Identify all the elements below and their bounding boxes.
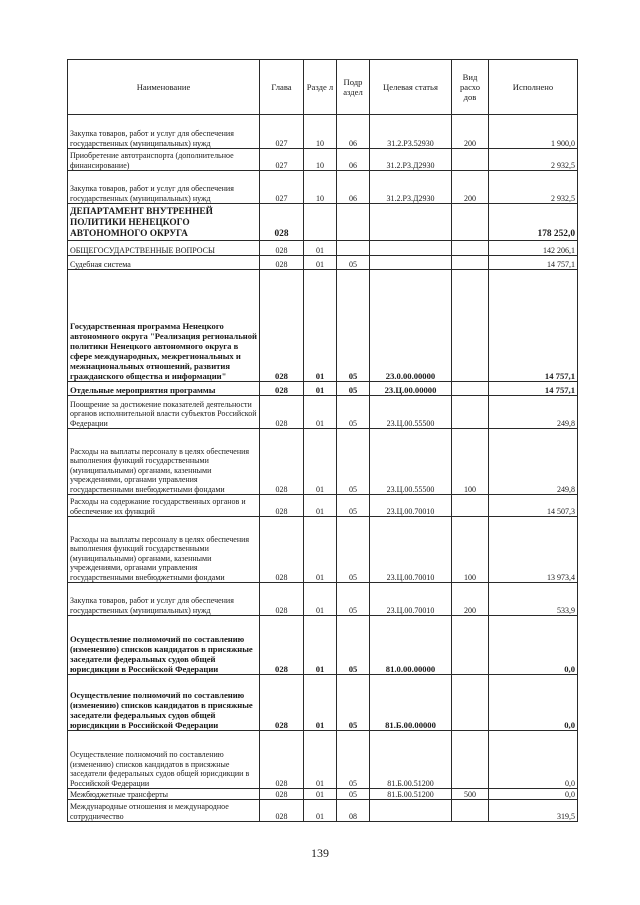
cell-expense-type: 100 [452,429,489,495]
cell-target: 23.Ц.00.00000 [370,382,452,396]
cell-section: 10 [304,149,337,171]
cell-executed: 533,9 [489,583,578,616]
cell-target [370,241,452,256]
table-row [68,270,578,382]
cell-name: Закупка товаров, работ и услуг для обеспечения государственных (муниципальных) нужд [68,115,260,149]
table-body [68,115,578,822]
cell-name: Приобретение автотранспорта (дополнительное финансирование) [68,149,260,171]
cell-name: Расходы на выплаты персоналу в целях обеспечения выполнения функций государственными (муниципальными) органами, казенными учреждениями, органами управления государственными внебюджетными фондами [68,429,260,495]
table-row [68,789,578,800]
table-row [68,256,578,270]
table-row [68,382,578,396]
cell-section: 01 [304,616,337,675]
table-row [68,115,578,149]
cell-expense-type [452,731,489,789]
cell-expense-type [452,204,489,241]
cell-section: 01 [304,675,337,731]
cell-executed: 0,0 [489,616,578,675]
cell-executed: 14 757,1 [489,256,578,270]
cell-subsection: 05 [337,583,370,616]
cell-subsection: 06 [337,171,370,204]
cell-name: Осуществление полномочий по составлению (изменению) списков кандидатов в присяжные заседатели федеральных судов общей юрисдикции в Российской Федерации [68,616,260,675]
cell-expense-type: 200 [452,115,489,149]
cell-section [304,204,337,241]
table-row [68,517,578,583]
cell-chapter: 028 [260,517,304,583]
cell-chapter: 028 [260,616,304,675]
cell-section: 01 [304,583,337,616]
header-expense-type: Вид расхо дов [452,60,489,115]
cell-name: Отдельные мероприятия программы [68,382,260,396]
cell-section: 01 [304,517,337,583]
cell-executed: 14 757,1 [489,382,578,396]
cell-executed: 1 900,0 [489,115,578,149]
table-row [68,429,578,495]
cell-section: 10 [304,171,337,204]
cell-subsection [337,204,370,241]
cell-target: 23.Ц.00.55500 [370,396,452,429]
cell-target: 23.Ц.00.70010 [370,583,452,616]
header-subsection: Подр аздел [337,60,370,115]
cell-target: 31.2.Р3.Д2930 [370,171,452,204]
page-number: 139 [311,846,329,860]
cell-executed: 14 507,3 [489,495,578,517]
cell-expense-type [452,149,489,171]
table-row [68,800,578,822]
header-target: Целевая статья [370,60,452,115]
cell-subsection: 08 [337,800,370,822]
table-row [68,583,578,616]
cell-executed: 0,0 [489,675,578,731]
cell-section: 01 [304,241,337,256]
cell-subsection: 05 [337,396,370,429]
cell-expense-type: 200 [452,583,489,616]
cell-expense-type [452,616,489,675]
cell-section: 01 [304,789,337,800]
cell-subsection: 05 [337,495,370,517]
cell-executed: 142 206,1 [489,241,578,256]
header-section: Разде л [304,60,337,115]
cell-expense-type [452,241,489,256]
cell-chapter: 028 [260,495,304,517]
cell-subsection: 05 [337,675,370,731]
cell-name: Расходы на содержание государственных органов и обеспечение их функций [68,495,260,517]
header-name: Наименование [68,60,260,115]
table-row [68,241,578,256]
cell-target [370,800,452,822]
cell-subsection: 06 [337,149,370,171]
cell-subsection: 05 [337,382,370,396]
cell-subsection: 05 [337,429,370,495]
cell-executed: 0,0 [489,789,578,800]
cell-subsection: 06 [337,115,370,149]
cell-executed: 249,8 [489,396,578,429]
cell-target: 31.2.Р3.52930 [370,115,452,149]
cell-name: Поощрение за достижение показателей деятельности органов исполнительной власти субъектов Российской Федерации [68,396,260,429]
header-chapter: Глава [260,60,304,115]
cell-section: 01 [304,256,337,270]
cell-chapter: 028 [260,382,304,396]
cell-target: 23.Ц.00.70010 [370,517,452,583]
cell-executed: 0,0 [489,731,578,789]
cell-chapter: 028 [260,204,304,241]
cell-chapter: 028 [260,731,304,789]
cell-subsection: 05 [337,517,370,583]
cell-target: 23.Ц.00.55500 [370,429,452,495]
cell-chapter: 028 [260,396,304,429]
table-row [68,204,578,241]
cell-subsection: 05 [337,616,370,675]
cell-section: 01 [304,731,337,789]
cell-expense-type [452,675,489,731]
cell-subsection [337,241,370,256]
cell-subsection: 05 [337,270,370,382]
cell-chapter: 028 [260,800,304,822]
cell-chapter: 027 [260,171,304,204]
cell-chapter: 028 [260,241,304,256]
cell-executed: 14 757,1 [489,270,578,382]
cell-name: Осуществление полномочий по составлению (изменению) списков кандидатов в присяжные заседатели федеральных судов общей юрисдикции в Российской Федерации [68,731,260,789]
cell-chapter: 028 [260,429,304,495]
cell-executed: 2 932,5 [489,149,578,171]
cell-executed: 249,8 [489,429,578,495]
cell-name: Осуществление полномочий по составлению (изменению) списков кандидатов в присяжные заседатели федеральных судов общей юрисдикции в Российской Федерации [68,675,260,731]
cell-subsection: 05 [337,731,370,789]
cell-section: 01 [304,495,337,517]
budget-table [67,59,578,822]
cell-name: Межбюджетные трансферты [68,789,260,800]
cell-expense-type [452,382,489,396]
cell-expense-type: 200 [452,171,489,204]
cell-section: 01 [304,396,337,429]
cell-section: 01 [304,800,337,822]
table-row [68,616,578,675]
cell-executed: 13 973,4 [489,517,578,583]
cell-name: Государственная программа Ненецкого автономного округа "Реализация региональной политики Ненецкого автономного округа в сфере международных, межрегиональных и межнациональных отношений, развития гражданского общества и информации" [68,270,260,382]
cell-expense-type [452,800,489,822]
cell-expense-type: 500 [452,789,489,800]
cell-name: ОБЩЕГОСУДАРСТВЕННЫЕ ВОПРОСЫ [68,241,260,256]
cell-target: 81.Б.00.51200 [370,731,452,789]
cell-name: Расходы на выплаты персоналу в целях обеспечения выполнения функций государственными (муниципальными) органами, казенными учреждениями, органами управления государственными внебюджетными фондами [68,517,260,583]
cell-chapter: 028 [260,789,304,800]
cell-target: 23.0.00.00000 [370,270,452,382]
cell-name: Закупка товаров, работ и услуг для обеспечения государственных (муниципальных) нужд [68,583,260,616]
cell-executed: 319,5 [489,800,578,822]
cell-section: 01 [304,429,337,495]
cell-target: 31.2.Р3.Д2930 [370,149,452,171]
cell-target [370,256,452,270]
cell-expense-type: 100 [452,517,489,583]
cell-expense-type [452,256,489,270]
cell-target: 23.Ц.00.70010 [370,495,452,517]
cell-chapter: 028 [260,256,304,270]
table-row [68,149,578,171]
table-row [68,495,578,517]
cell-chapter: 028 [260,675,304,731]
table-row [68,675,578,731]
cell-section: 01 [304,270,337,382]
cell-chapter: 027 [260,115,304,149]
cell-target: 81.Б.00.00000 [370,675,452,731]
cell-name: Международные отношения и международное сотрудничество [68,800,260,822]
cell-executed: 2 932,5 [489,171,578,204]
cell-name: ДЕПАРТАМЕНТ ВНУТРЕННЕЙ ПОЛИТИКИ НЕНЕЦКОГО АВТОНОМНОГО ОКРУГА [68,204,260,241]
cell-name: Судебная система [68,256,260,270]
cell-expense-type [452,495,489,517]
table-row [68,396,578,429]
table-row [68,731,578,789]
header-executed: Исполнено [489,60,578,115]
cell-executed: 178 252,0 [489,204,578,241]
cell-chapter: 028 [260,270,304,382]
cell-name: Закупка товаров, работ и услуг для обеспечения государственных (муниципальных) нужд [68,171,260,204]
cell-chapter: 027 [260,149,304,171]
cell-section: 01 [304,382,337,396]
cell-expense-type [452,270,489,382]
cell-subsection: 05 [337,789,370,800]
cell-target: 81.0.00.00000 [370,616,452,675]
cell-section: 10 [304,115,337,149]
table-row [68,171,578,204]
cell-chapter: 028 [260,583,304,616]
cell-subsection: 05 [337,256,370,270]
cell-target: 81.Б.00.51200 [370,789,452,800]
cell-target [370,204,452,241]
cell-expense-type [452,396,489,429]
